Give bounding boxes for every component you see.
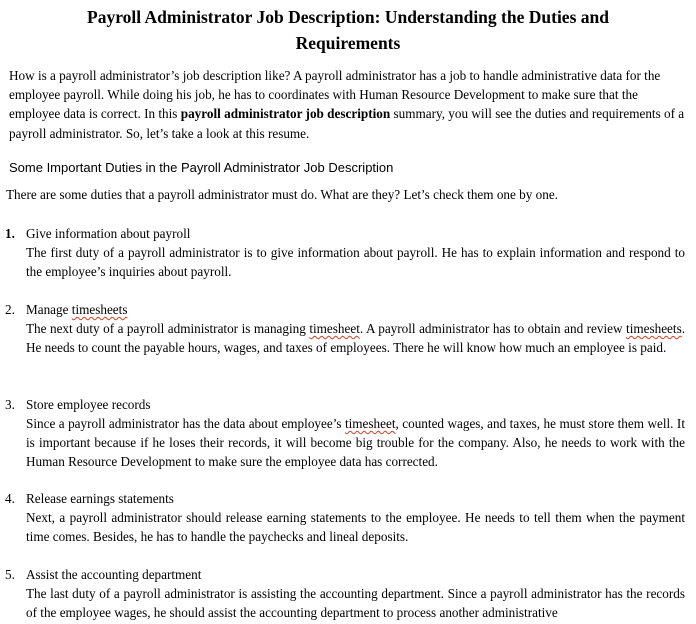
intro-paragraph [9, 66, 685, 143]
duty-item-5-title: Assist the accounting department [26, 567, 202, 582]
duty-item-5-heading [5, 565, 685, 584]
duty-item-4-heading [5, 489, 685, 508]
intro-keyword: payroll administrator job description [180, 106, 391, 122]
duty-item-1-heading [5, 224, 685, 243]
duty-item-1-body: The first duty of a payroll administrator is to give information about payroll. He has to explain information and respond to the employee’s inquiries about payroll. [26, 245, 685, 280]
duty-item-3-title: Store employee records [26, 397, 151, 412]
duty-item-4-number: 4. [5, 491, 15, 506]
duty-item-5 [5, 565, 685, 622]
duty-item-4-body: Next, a payroll administrator should release earning statements to the employee. He needs to tell them when the payment time comes. Besides, he has to handle the paychecks and lineal deposits. [26, 510, 685, 545]
duty-item-3-body-a: Since a payroll administrator has the data about employee’s [26, 416, 345, 431]
document-title [0, 4, 696, 56]
duty-item-5-number: 5. [5, 567, 15, 582]
duty-item-3 [5, 395, 685, 472]
duty-item-2-number: 2. [5, 302, 15, 317]
duty-item-3-body [5, 414, 685, 472]
spellcheck-word: timesheets [71, 302, 128, 317]
duty-item-3-number: 3. [5, 397, 15, 412]
duty-item-3-body-b: , counted wages, and taxes, he must store them well. It is important because if he loses their records, it will become big trouble for the company. Also, he needs to work with the Human Resource Development to make sure the employee data has corrected. [26, 416, 685, 470]
intro-text-1: How is a payroll administrator’s job description like? A payroll administrator has a job to handle administrative data for the employee payroll. While doing his job, he has to coordinates with Human Resource Development to make sure that the employee data is correct. In this [9, 68, 661, 122]
duty-item-4 [5, 489, 685, 546]
duty-item-2 [5, 300, 685, 357]
spellcheck-word: timesheet [344, 416, 396, 431]
duty-item-1-title: Give information about payroll [26, 226, 191, 241]
duty-item-2-body-c: . He needs to count the payable hours, wages, and taxes of employees. There he will know how much an employee is paid. [26, 321, 685, 356]
duty-item-2-title-text: Manage [26, 302, 72, 317]
spellcheck-word: timesheet [309, 321, 360, 336]
title-line-2: Requirements [295, 33, 401, 53]
duty-item-2-heading [5, 300, 685, 319]
duty-item-2-body [5, 319, 685, 357]
duty-item-3-heading [5, 395, 685, 414]
duty-item-2-title [26, 302, 127, 317]
duty-item-5-body: The last duty of a payroll administrator is assisting the accounting department. Since a payroll administrator has the records of the employee wages, he should assist the accounting department to process another administrative [26, 586, 685, 621]
duty-item-1 [5, 224, 685, 281]
intro-text-2: summary, you will see the duties and requirements of a payroll administrator. So, let’s take a look at this resume. [9, 106, 685, 141]
title-line-1: Payroll Administrator Job Description: Understanding the Duties and [87, 7, 609, 27]
duty-item-4-title: Release earnings statements [26, 491, 174, 506]
section-heading: Some Important Duties in the Payroll Administrator Job Description [9, 160, 394, 175]
spellcheck-word: timesheets [626, 321, 682, 336]
duty-item-2-body-a: The next duty of a payroll administrator is managing [26, 321, 310, 336]
lead-paragraph: There are some duties that a payroll administrator must do. What are they? Let’s check them one by one. [6, 187, 558, 202]
duty-item-1-number: 1. [5, 226, 15, 241]
duty-item-2-body-b: . A payroll administrator has to obtain and review [359, 321, 627, 336]
